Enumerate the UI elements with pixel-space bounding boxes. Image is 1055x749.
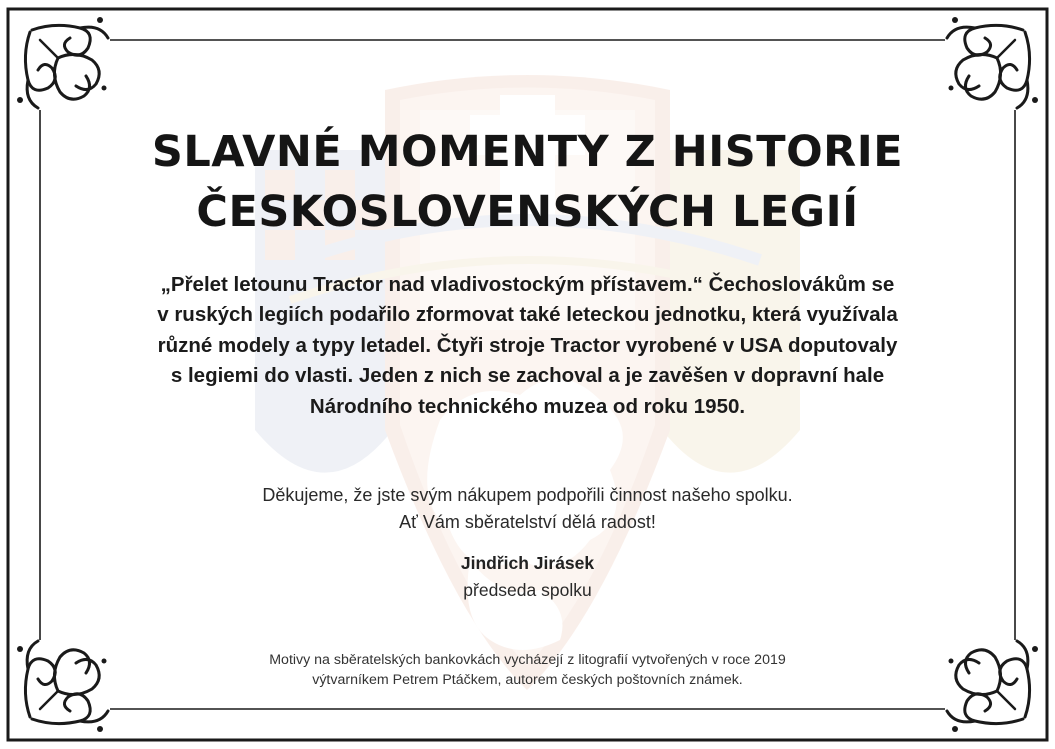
description-line: různé modely a typy letadel. Čtyři stroje Tractor vyrobené v USA doputovaly bbox=[157, 333, 898, 357]
page-title bbox=[100, 122, 955, 242]
thanks-line-1: Děkujeme, že jste svým nákupem podpořili činnost našeho spolku. bbox=[262, 485, 793, 505]
description-line: s legiemi do vlasti. Jeden z nich se zachoval a je zavěšen v dopravní hale bbox=[170, 364, 885, 388]
signature-role: předseda spolku bbox=[463, 580, 592, 600]
signature-name: Jindřich Jirásek bbox=[460, 553, 595, 573]
ornament-top-right-icon bbox=[947, 17, 1038, 108]
footer-note bbox=[110, 650, 945, 690]
thanks-message bbox=[120, 482, 935, 536]
title-line-2: ČESKOSLOVENSKÝCH LEGIÍ bbox=[196, 187, 859, 237]
description-line: Národního technického muzea od roku 1950. bbox=[309, 394, 746, 418]
footer-line-1: Motivy na sběratelských bankovkách vycházejí z litografií vytvořených v roce 2019 bbox=[269, 652, 786, 668]
description-line: v ruských legiích podařilo zformovat také leteckou jednotku, která využívala bbox=[157, 303, 898, 327]
thanks-line-2: Ať Vám sběratelství dělá radost! bbox=[399, 512, 656, 532]
ornament-top-left-icon bbox=[17, 17, 108, 108]
footer-line-2: výtvarníkem Petrem Ptáčkem, autorem českých poštovních známek. bbox=[312, 672, 743, 688]
title-line-1: SLAVNÉ MOMENTY Z HISTORIE bbox=[151, 127, 904, 177]
ornament-bottom-right-icon bbox=[947, 641, 1038, 732]
ornament-bottom-left-icon bbox=[17, 641, 108, 732]
description-line: „Přelet letounu Tractor nad vladivostockým přístavem.“ Čechoslovákům se bbox=[160, 273, 895, 296]
description bbox=[70, 270, 985, 422]
